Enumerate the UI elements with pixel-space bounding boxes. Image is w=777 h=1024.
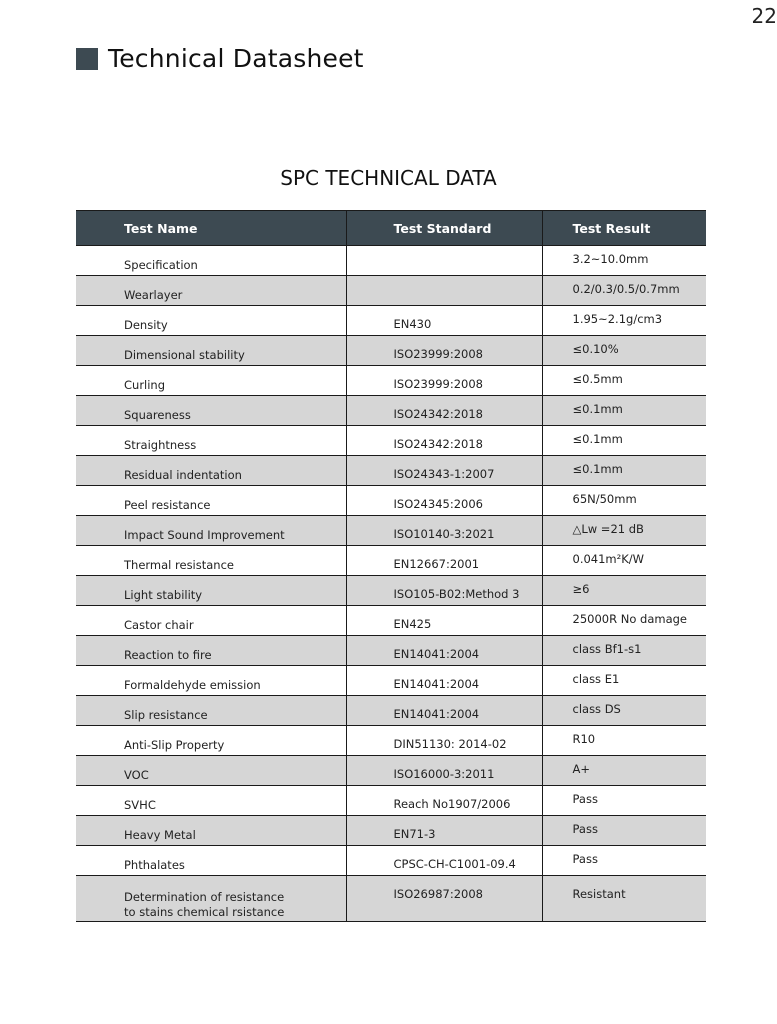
test-result-cell: 25000R No damage bbox=[542, 606, 706, 636]
test-result-cell: A+ bbox=[542, 756, 706, 786]
table-row bbox=[76, 636, 706, 666]
test-standard-cell: ISO16000-3:2011 bbox=[346, 756, 542, 786]
test-name-cell: Curling bbox=[76, 366, 346, 396]
test-standard-cell: ISO23999:2008 bbox=[346, 336, 542, 366]
test-standard-cell bbox=[346, 246, 542, 276]
test-result-cell: 65N/50mm bbox=[542, 486, 706, 516]
test-name-cell: Residual indentation bbox=[76, 456, 346, 486]
column-header-test-standard: Test Standard bbox=[346, 211, 542, 246]
table-row bbox=[76, 666, 706, 696]
test-result-cell: Pass bbox=[542, 786, 706, 816]
test-result-cell: ≤0.1mm bbox=[542, 426, 706, 456]
table-row bbox=[76, 726, 706, 756]
test-name-cell: Specification bbox=[76, 246, 346, 276]
table-row bbox=[76, 246, 706, 276]
test-result-cell: Resistant bbox=[542, 876, 706, 922]
test-name-cell: Castor chair bbox=[76, 606, 346, 636]
table-header-row bbox=[76, 211, 706, 246]
test-result-cell: 0.041m²K/W bbox=[542, 546, 706, 576]
test-name-cell: Light stability bbox=[76, 576, 346, 606]
test-standard-cell: EN14041:2004 bbox=[346, 636, 542, 666]
technical-data-table bbox=[76, 210, 706, 922]
table-row bbox=[76, 426, 706, 456]
test-name-line-2: to stains chemical rsistance bbox=[124, 904, 285, 919]
test-result-cell: class E1 bbox=[542, 666, 706, 696]
test-name-cell: SVHC bbox=[76, 786, 346, 816]
test-name-cell bbox=[76, 876, 346, 922]
test-standard-cell: EN14041:2004 bbox=[346, 666, 542, 696]
table-row bbox=[76, 456, 706, 486]
test-name-cell: Density bbox=[76, 306, 346, 336]
table-row bbox=[76, 396, 706, 426]
test-name-cell: Heavy Metal bbox=[76, 816, 346, 846]
test-standard-cell: ISO24342:2018 bbox=[346, 396, 542, 426]
test-standard-cell: EN14041:2004 bbox=[346, 696, 542, 726]
test-standard-cell: ISO26987:2008 bbox=[346, 876, 542, 922]
test-standard-cell: EN430 bbox=[346, 306, 542, 336]
test-result-cell: 1.95~2.1g/cm3 bbox=[542, 306, 706, 336]
test-standard-cell: ISO24342:2018 bbox=[346, 426, 542, 456]
test-result-cell: 3.2~10.0mm bbox=[542, 246, 706, 276]
test-result-cell: ≤0.1mm bbox=[542, 456, 706, 486]
test-name-cell: Slip resistance bbox=[76, 696, 346, 726]
test-result-cell: class DS bbox=[542, 696, 706, 726]
table-row bbox=[76, 276, 706, 306]
table-row bbox=[76, 546, 706, 576]
test-result-cell: 0.2/0.3/0.5/0.7mm bbox=[542, 276, 706, 306]
table-row bbox=[76, 846, 706, 876]
test-name-cell: Squareness bbox=[76, 396, 346, 426]
test-standard-cell: DIN51130: 2014-02 bbox=[346, 726, 542, 756]
test-result-cell: ≥6 bbox=[542, 576, 706, 606]
test-name-cell: Formaldehyde emission bbox=[76, 666, 346, 696]
test-result-cell: Pass bbox=[542, 816, 706, 846]
table-row bbox=[76, 786, 706, 816]
test-standard-cell: CPSC-CH-C1001-09.4 bbox=[346, 846, 542, 876]
test-standard-cell: ISO24345:2006 bbox=[346, 486, 542, 516]
test-standard-cell: EN12667:2001 bbox=[346, 546, 542, 576]
test-name-line-1: Determination of resistance bbox=[124, 889, 285, 904]
table-row bbox=[76, 336, 706, 366]
test-name-cell: Anti-Slip Property bbox=[76, 726, 346, 756]
test-standard-cell: Reach No1907/2006 bbox=[346, 786, 542, 816]
test-name-cell: Phthalates bbox=[76, 846, 346, 876]
test-name-cell: Thermal resistance bbox=[76, 546, 346, 576]
table-row bbox=[76, 876, 706, 922]
test-name-cell: Dimensional stability bbox=[76, 336, 346, 366]
page-number: 22 bbox=[751, 4, 777, 28]
page-title: Technical Datasheet bbox=[108, 44, 364, 73]
test-standard-cell bbox=[346, 276, 542, 306]
test-standard-cell: ISO24343-1:2007 bbox=[346, 456, 542, 486]
test-standard-cell: ISO23999:2008 bbox=[346, 366, 542, 396]
test-result-cell: ≤0.5mm bbox=[542, 366, 706, 396]
page-header bbox=[76, 44, 364, 73]
test-result-cell: △Lw =21 dB bbox=[542, 516, 706, 546]
test-name-cell: Reaction to fire bbox=[76, 636, 346, 666]
table-row bbox=[76, 696, 706, 726]
table-row bbox=[76, 516, 706, 546]
column-header-test-name: Test Name bbox=[76, 211, 346, 246]
test-result-cell: class Bf1-s1 bbox=[542, 636, 706, 666]
test-name-cell: VOC bbox=[76, 756, 346, 786]
test-name-cell: Impact Sound Improvement bbox=[76, 516, 346, 546]
test-result-cell: Pass bbox=[542, 846, 706, 876]
test-standard-cell: ISO10140-3:2021 bbox=[346, 516, 542, 546]
test-name-cell: Straightness bbox=[76, 426, 346, 456]
column-header-test-result: Test Result bbox=[542, 211, 706, 246]
table-row bbox=[76, 366, 706, 396]
table-row bbox=[76, 606, 706, 636]
test-name-cell: Peel resistance bbox=[76, 486, 346, 516]
test-standard-cell: EN425 bbox=[346, 606, 542, 636]
table-row bbox=[76, 756, 706, 786]
table-row bbox=[76, 306, 706, 336]
test-standard-cell: EN71-3 bbox=[346, 816, 542, 846]
test-result-cell: ≤0.1mm bbox=[542, 396, 706, 426]
table-row bbox=[76, 576, 706, 606]
header-square-icon bbox=[76, 48, 98, 70]
test-result-cell: ≤0.10% bbox=[542, 336, 706, 366]
table-row bbox=[76, 486, 706, 516]
test-name-cell: Wearlayer bbox=[76, 276, 346, 306]
test-standard-cell: ISO105-B02:Method 3 bbox=[346, 576, 542, 606]
test-result-cell: R10 bbox=[542, 726, 706, 756]
table-title: SPC TECHNICAL DATA bbox=[280, 166, 497, 190]
table-row bbox=[76, 816, 706, 846]
